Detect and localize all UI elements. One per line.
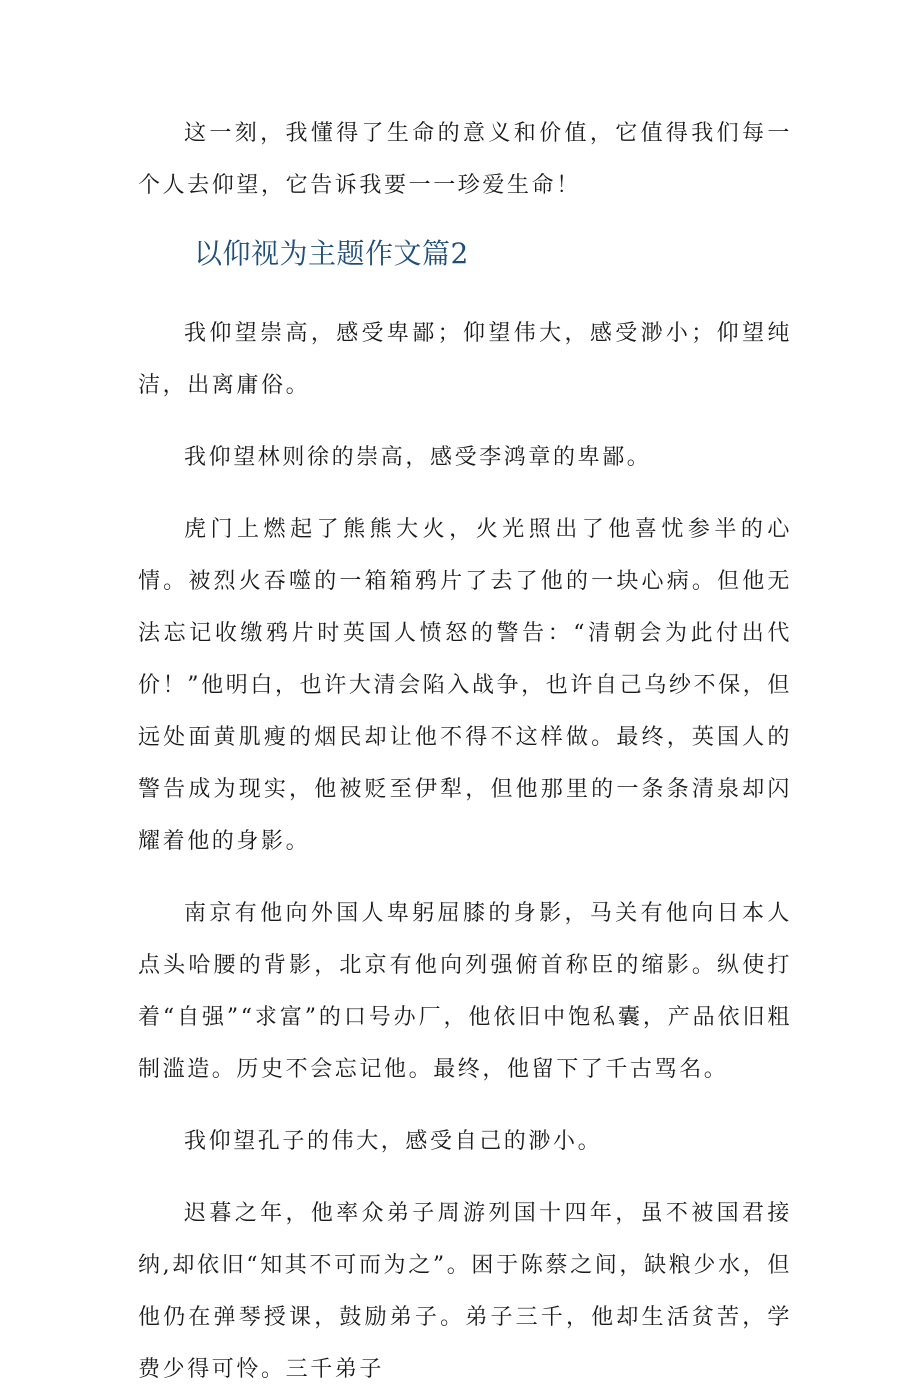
paragraph: 虎门上燃起了熊熊大火，火光照出了他喜忧参半的心情。被烈火吞噬的一箱箱鸦片了去了他的一块心病。但他无法忘记收缴鸦片时英国人愤怒的警告：“清朝会为此付出代价！”他明白，也许大清会陷入战争，也许自己乌纱不保，但远处面黄肌瘦的烟民却让他不得不这样做。最终，英国人的警告成为现实，他被贬至伊犁，但他那里的一条条清泉却闪耀着他的身影。 — [138, 517, 792, 854]
paragraph: 迟暮之年，他率众弟子周游列国十四年，虽不被国君接纳,却依旧“知其不可而为之”。困于陈蔡之间，缺粮少水，但他仍在弹琴授课，鼓励弟子。弟子三千，他却生活贫苦，学费少得可怜。三千弟子 — [138, 1201, 792, 1382]
paragraph: 我仰望孔子的伟大，感受自己的渺小。 — [184, 1129, 603, 1154]
paragraph: 我仰望崇高，感受卑鄙；仰望伟大，感受渺小；仰望纯洁，出离庸俗。 — [138, 321, 792, 398]
document-body — [138, 108, 792, 1396]
paragraph: 南京有他向外国人卑躬屈膝的身影，马关有他向日本人点头哈腰的背影，北京有他向列强俯首称臣的缩影。纵使打着“自强”“求富”的口号办厂，他依旧中饱私囊，产品依旧粗制滥造。历史不会忘记他。最终，他留下了千古骂名。 — [138, 901, 792, 1082]
section-heading: 以仰视为主题作文篇2 — [194, 237, 469, 270]
paragraph: 我仰望林则徐的崇高，感受李鸿章的卑鄙。 — [184, 445, 652, 470]
paragraph: 这一刻，我懂得了生命的意义和价值，它值得我们每一个人去仰望，它告诉我要一一珍爱生命！ — [138, 121, 792, 198]
